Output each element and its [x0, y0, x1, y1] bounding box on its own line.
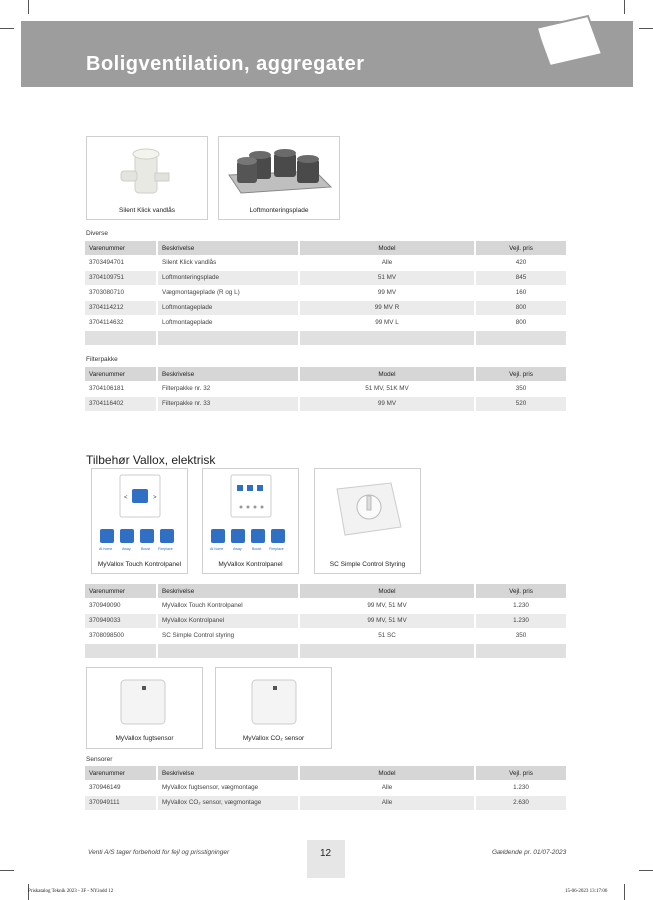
product-image-vandlaas — [86, 136, 208, 220]
product-image-fugtsensor — [86, 667, 203, 749]
cell-nr: 370946149 — [85, 780, 157, 795]
panel-label: Away — [122, 547, 131, 551]
cell-price: 1.230 — [475, 598, 567, 613]
product-image-sc-styring — [314, 468, 421, 574]
table-row — [85, 315, 567, 330]
col-header-pris: Vejl. pris — [475, 766, 567, 780]
cell-model: 51 SC — [299, 628, 475, 643]
col-header-pris: Vejl. pris — [475, 367, 567, 381]
cell-desc: Loftmontageplade — [157, 300, 299, 315]
print-slug-date: 15-06-2023 13:17:06 — [565, 889, 608, 894]
product-image-touch-panel — [91, 468, 188, 574]
cell-price: 800 — [475, 315, 567, 330]
cell-price: 350 — [475, 381, 567, 396]
table-row — [85, 285, 567, 300]
cell-nr: 370949033 — [85, 613, 157, 628]
table-row — [85, 628, 567, 643]
table-row-empty — [85, 643, 567, 658]
col-header-beskrivelse: Beskrivelse — [157, 367, 299, 381]
cell-nr: 370949090 — [85, 598, 157, 613]
page-title: Boligventilation, aggregater — [86, 53, 365, 75]
col-header-varenummer: Varenummer — [85, 584, 157, 598]
cell-model: Alle — [299, 255, 475, 270]
panel-label: At home — [99, 547, 113, 551]
col-header-varenummer: Varenummer — [85, 766, 157, 780]
crop-mark — [639, 28, 653, 29]
cell-price: 2.630 — [475, 795, 567, 810]
diverse-table — [85, 241, 568, 346]
table-row — [85, 270, 567, 285]
kontrolpanel-icon — [203, 469, 298, 555]
sensorer-table — [85, 766, 568, 811]
col-header-pris: Vejl. pris — [475, 584, 567, 598]
panel-label: Boost — [141, 547, 151, 551]
cell-desc: Vægmontageplade (R og L) — [157, 285, 299, 300]
image-caption: MyVallox CO₂ sensor — [242, 735, 305, 742]
col-header-varenummer: Varenummer — [85, 367, 157, 381]
image-caption: MyVallox fugtsensor — [115, 735, 174, 742]
table-header-row — [85, 367, 567, 381]
panel-label: Fireplace — [158, 547, 173, 551]
filterpakke-table — [85, 367, 568, 412]
section-label-sensorer: Sensorer — [86, 756, 113, 763]
panel-label: Boost — [252, 547, 262, 551]
table-row — [85, 598, 567, 613]
col-header-pris: Vejl. pris — [475, 241, 567, 255]
table-row — [85, 300, 567, 315]
cell-price: 1.230 — [475, 613, 567, 628]
cell-nr: 3708098500 — [85, 628, 157, 643]
svg-text:<: < — [124, 495, 128, 501]
crop-mark — [0, 28, 14, 29]
col-header-varenummer: Varenummer — [85, 241, 157, 255]
cell-model: 99 MV — [299, 285, 475, 300]
cell-model: Alle — [299, 795, 475, 810]
cell-model: 99 MV L — [299, 315, 475, 330]
product-image-kontrolpanel — [202, 468, 299, 574]
crop-mark — [624, 0, 625, 14]
cell-price: 1.230 — [475, 780, 567, 795]
crop-mark — [639, 870, 653, 871]
col-header-model: Model — [299, 241, 475, 255]
cell-desc: MyVallox Kontrolpanel — [157, 613, 299, 628]
product-image-co2sensor — [215, 667, 332, 749]
cell-model: 51 MV, 51K MV — [299, 381, 475, 396]
cell-model: 51 MV — [299, 270, 475, 285]
cell-desc: SC Simple Control styring — [157, 628, 299, 643]
cell-nr: 370949111 — [85, 795, 157, 810]
product-image-loftplade — [218, 136, 340, 220]
cell-model: 99 MV R — [299, 300, 475, 315]
cell-desc: Loftmonteringsplade — [157, 270, 299, 285]
cell-price: 420 — [475, 255, 567, 270]
cell-nr: 3703494701 — [85, 255, 157, 270]
fugtsensor-icon — [87, 668, 202, 732]
crop-mark — [0, 870, 14, 871]
cell-desc: Loftmontageplade — [157, 315, 299, 330]
col-header-beskrivelse: Beskrivelse — [157, 241, 299, 255]
image-caption: MyVallox Kontrolpanel — [218, 561, 283, 568]
section-heading-tilbehor: Tilbehør Vallox, elektrisk — [86, 453, 216, 467]
footer-validity: Gældende pr. 01/07-2023 — [492, 849, 567, 856]
table-row — [85, 613, 567, 628]
cell-desc: Filterpakke nr. 33 — [157, 396, 299, 411]
touch-panel-icon — [92, 469, 187, 555]
section-label-diverse: Diverse — [86, 230, 109, 237]
col-header-beskrivelse: Beskrivelse — [157, 766, 299, 780]
cell-price: 520 — [475, 396, 567, 411]
panel-label: Away — [233, 547, 242, 551]
cell-price: 800 — [475, 300, 567, 315]
col-header-beskrivelse: Beskrivelse — [157, 584, 299, 598]
table-row — [85, 255, 567, 270]
cell-nr: 3704106181 — [85, 381, 157, 396]
cell-nr: 3704114212 — [85, 300, 157, 315]
table-row — [85, 381, 567, 396]
cell-desc: Filterpakke nr. 32 — [157, 381, 299, 396]
col-header-model: Model — [299, 584, 475, 598]
table-header-row — [85, 584, 567, 598]
table-row — [85, 795, 567, 810]
tilbehor-table — [85, 584, 568, 659]
cell-model: Alle — [299, 780, 475, 795]
table-row — [85, 780, 567, 795]
panel-label: Fireplace — [269, 547, 284, 551]
image-caption: Loftmonteringsplade — [249, 207, 309, 214]
section-label-filterpakke: Filterpakke — [86, 356, 118, 363]
svg-text:>: > — [153, 495, 157, 501]
crop-mark — [624, 884, 625, 900]
cell-desc: MyVallox fugtsensor, vægmontage — [157, 780, 299, 795]
crop-mark — [28, 0, 29, 14]
sc-styring-icon — [315, 469, 420, 555]
cell-model: 99 MV — [299, 396, 475, 411]
cell-price: 845 — [475, 270, 567, 285]
cell-price: 160 — [475, 285, 567, 300]
cell-model: 99 MV, 51 MV — [299, 613, 475, 628]
image-caption: Silent Klick vandlås — [119, 207, 175, 214]
col-header-model: Model — [299, 766, 475, 780]
tab-icon — [524, 14, 614, 72]
vandlaas-icon — [87, 137, 207, 203]
page-number: 12 — [320, 848, 332, 859]
footer-disclaimer: Venti A/S tager forbehold for fejl og prisstigninger — [88, 849, 230, 856]
panel-label: At home — [210, 547, 224, 551]
cell-nr: 3704116402 — [85, 396, 157, 411]
cell-price: 350 — [475, 628, 567, 643]
print-slug-file: Priskatalog Teknik 2023 - 3F - NY.indd 12 — [28, 889, 114, 894]
cell-nr: 3703080710 — [85, 285, 157, 300]
cell-desc: MyVallox Touch Kontrolpanel — [157, 598, 299, 613]
table-row — [85, 396, 567, 411]
page-number-box — [307, 840, 345, 878]
table-header-row — [85, 766, 567, 780]
image-caption: MyVallox Touch Kontrolpanel — [97, 561, 182, 568]
loftplade-icon — [219, 137, 339, 203]
col-header-model: Model — [299, 367, 475, 381]
cell-desc: MyVallox CO₂ sensor, vægmontage — [157, 795, 299, 810]
cell-model: 99 MV, 51 MV — [299, 598, 475, 613]
cell-nr: 3704114632 — [85, 315, 157, 330]
table-header-row — [85, 241, 567, 255]
co2-sensor-icon — [216, 668, 331, 732]
table-row-empty — [85, 330, 567, 345]
image-caption: SC Simple Control Styring — [329, 561, 406, 568]
cell-nr: 3704109751 — [85, 270, 157, 285]
cell-desc: Silent Klick vandlås — [157, 255, 299, 270]
